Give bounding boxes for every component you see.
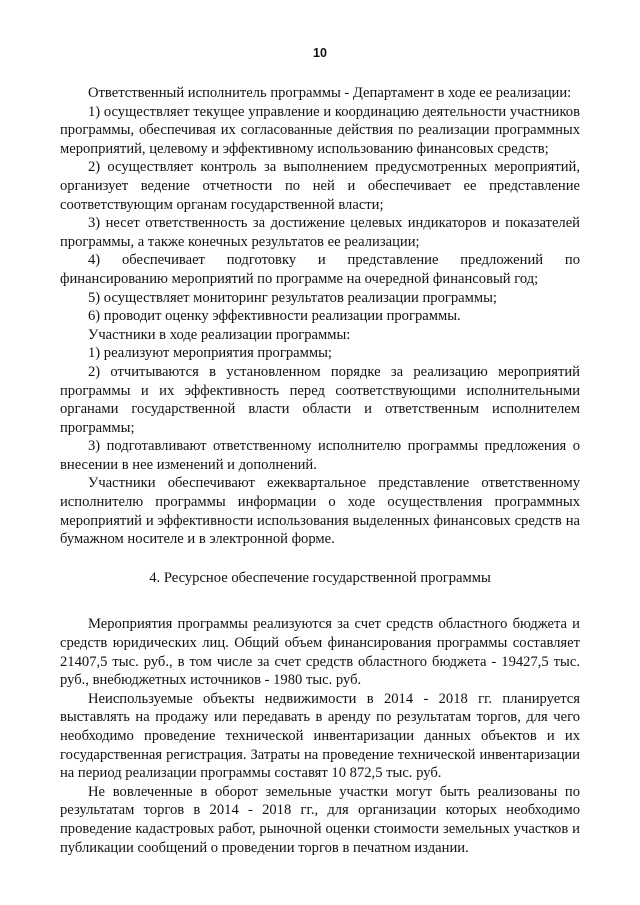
paragraph-participants-item-2: 2) отчитываются в установленном порядке за реализацию мероприятий программы и их эффективность перед соответствующими исполнительными органами государственной власти области и ответственным исполнителем программы; [60, 363, 580, 436]
paragraph-executor-item-3: 3) несет ответственность за достижение целевых индикаторов и показателей программы, а также конечных результатов ее реализации; [60, 215, 580, 250]
paragraph-funding: Мероприятия программы реализуются за счет средств областного бюджета и средств юридических лиц. Общий объем финансирования программы составляет 21407,5 тыс. руб., в том числе за счет средств областного бюджета - 19427,5 тыс. руб., внебюджетных источников - 1980 тыс. руб. [60, 616, 580, 689]
paragraph-executor-item-4: 4) обеспечивает подготовку и представление предложений по финансированию мероприятий по программе на очередной финансовый год; [60, 252, 580, 287]
paragraph-executor-item-1: 1) осуществляет текущее управление и координацию деятельности участников программы, обеспечивая их согласованные действия по реализации программных мероприятий, целевому и эффективному использованию финансовых средств; [60, 103, 580, 157]
paragraph-real-estate: Неиспользуемые объекты недвижимости в 2014 - 2018 гг. планируется выставлять на продажу или передавать в аренду по результатам торгов, для чего необходимо проведение технической инвентаризации данных объектов и их государственная регистрация. Затраты на проведение технической инвентаризации на период реализации программы составят 10 872,5 тыс. руб. [60, 690, 580, 782]
page-number: 10 [313, 46, 327, 60]
paragraph-participants-reporting: Участники обеспечивают ежеквартальное представление ответственному исполнителю программы информации о ходе осуществления программных мероприятий и эффективности использования выделенных финансовых средств на бумажном носителе и в электронной форме. [60, 475, 580, 548]
paragraph-executor-item-6: 6) проводит оценку эффективности реализации программы. [88, 308, 461, 325]
paragraph-participants-item-3: 3) подготавливают ответственному исполнителю программы предложения о внесении в нее изменений и дополнений. [60, 438, 580, 473]
paragraph-executor-item-5: 5) осуществляет мониторинг результатов реализации программы; [88, 289, 497, 306]
document-body [60, 84, 580, 857]
paragraph-participants-intro: Участники в ходе реализации программы: [88, 326, 351, 343]
paragraph-executor-intro: Ответственный исполнитель программы - Департамент в ходе ее реализации: [88, 85, 572, 101]
section-heading: 4. Ресурсное обеспечение государственной программы [149, 569, 491, 586]
paragraph-land-plots: Не вовлеченные в оборот земельные участки могут быть реализованы по результатам торгов в 2014 - 2018 гг., для организации которых необходимо проведение кадастровых работ, рыночной оценки стоимости земельных участков и публикации сообщений о проведении торгов в печатном издании. [60, 783, 580, 856]
paragraph-executor-item-2: 2) осуществляет контроль за выполнением предусмотренных мероприятий, организует ведение отчетности по ней и обеспечивает ее представление соответствующим органам государственной власти; [60, 159, 580, 213]
paragraph-participants-item-1: 1) реализуют мероприятия программы; [88, 345, 332, 362]
